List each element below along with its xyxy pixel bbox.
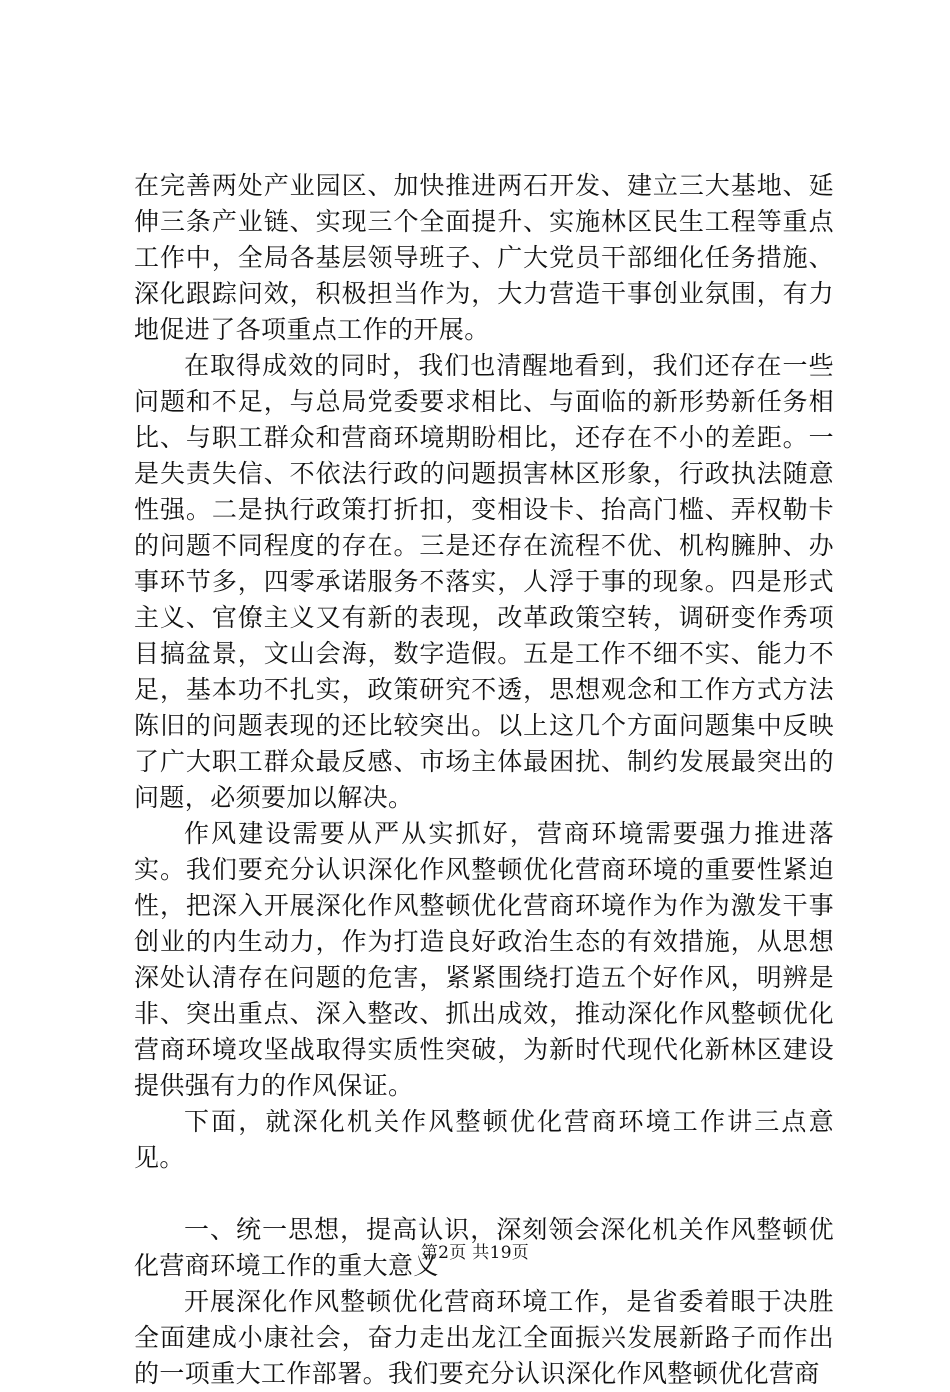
section-paragraph: 开展深化作风整顿优化营商环境工作，是省委着眼于决胜全面建成小康社会，奋力走出龙江全面振兴发展新路子而作出的一项重大工作部署。我们要充分认识深化作风整顿优化营商 (134, 1287, 834, 1388)
page-number-footer: 第2页 共19页 (420, 1243, 530, 1263)
body-paragraph-3: 作风建设需要从严从实抓好，营商环境需要强力推进落实。我们要充分认识深化作风整顿优化营商环境的重要性紧迫性，把深入开展深化作风整顿优化营商环境作为作为激发干事创业的内生动力，作为打造良好政治生态的有效措施，从思想深处认清存在问题的危害，紧紧围绕打造五个好作风，明辨是非、突出重点、深入整改、抓出成效，推动深化作风整顿优化营商环境攻坚战取得实质性突破，为新时代现代化新林区建设提供强有力的作风保证。 (134, 819, 834, 1100)
body-paragraph-2: 在取得成效的同时，我们也清醒地看到，我们还存在一些问题和不足，与总局党委要求相比、与面临的新形势新任务相比、与职工群众和营商环境期盼相比，还存在不小的差距。一是失责失信、不依法行政的问题损害林区形象，行政执法随意性强。二是执行政策打折扣，变相设卡、抬高门槛、弄权勒卡的问题不同程度的存在。三是还存在流程不优、机构臃肿、办事环节多，四零承诺服务不落实，人浮于事的现象。四是形式主义、官僚主义又有新的表现，改革政策空转，调研变作秀项目搞盆景，文山会海，数字造假。五是工作不细不实、能力不足，基本功不扎实，政策研究不透，思想观念和工作方式方法陈旧的问题表现的还比较突出。以上这几个方面问题集中反映了广大职工群众最反感、市场主体最困扰、制约发展最突出的问题，必须要加以解决。 (134, 351, 834, 812)
body-paragraph-4: 下面，就深化机关作风整顿优化营商环境工作讲三点意见。 (134, 1107, 834, 1172)
document-body (134, 168, 834, 1392)
section-heading: 一、统一思想，提高认识，深刻领会深化机关作风整顿优化营商环境工作的重大意义 (134, 1215, 834, 1280)
body-paragraph-1: 在完善两处产业园区、加快推进两石开发、建立三大基地、延伸三条产业链、实现三个全面提升、实施林区民生工程等重点工作中，全局各基层领导班子、广大党员干部细化任务措施、深化跟踪问效，积极担当作为，大力营造干事创业氛围，有力地促进了各项重点工作的开展。 (134, 171, 834, 344)
